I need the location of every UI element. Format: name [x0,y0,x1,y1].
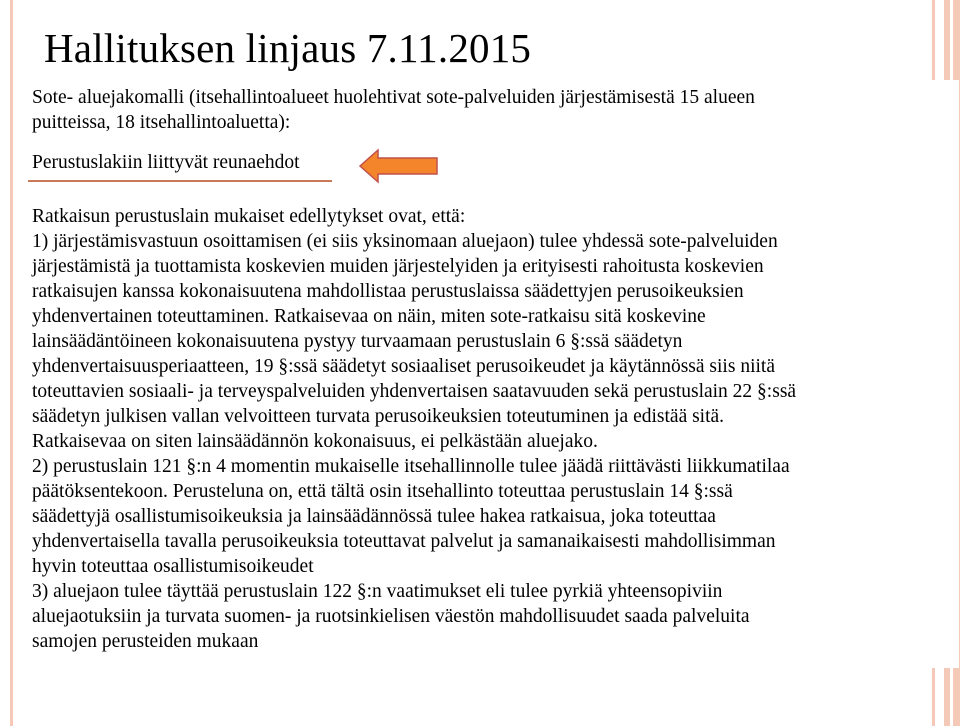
conditions-paragraph [32,204,796,654]
text-line: yhdenvertainen toteuttaminen. Ratkaisevaa on näin, miten sote-ratkaisu sitä koskevine [32,306,706,327]
text-line: järjestämistä ja tuottamista koskevien muiden järjestelyiden ja erityisesti rahoitusta koskevien [32,256,764,277]
text-line: aluejaotuksiin ja turvata suomen- ja ruotsinkielisen väestön mahdollisuudet saada palveluita [32,606,750,627]
text-line: toteuttavien sosiaali- ja terveyspalveluiden yhdenvertaisen saatavuuden sekä perustuslain 22 §:ssä [32,381,797,402]
text-line: samojen perusteiden mukaan [32,631,259,652]
text-line: 3) aluejaon tulee täyttää perustuslain 122 §:n vaatimukset eli tulee pyrkiä yhteensopiviin [32,581,723,602]
text-line: lainsäädäntöineen kokonaisuutena pystyy turvaamaan perustuslain 6 §:ssä säädetyn [32,331,683,352]
intro-line: puitteissa, 18 itsehallintoaluetta): [32,112,291,133]
text-line: päätöksentekoon. Perusteluna on, että tältä osin itsehallinto toteuttaa perustuslain 14 §:ssä [32,481,733,502]
text-line: 1) järjestämisvastuun osoittamisen (ei siis yksinomaan aluejaon) tulee yhdessä sote-palveluiden [32,231,778,252]
text-line: Ratkaisevaa on siten lainsäädännön kokonaisuus, ei pelkästään aluejako. [32,431,598,452]
intro-line: Sote- aluejakomalli (itsehallintoalueet huolehtivat sote-palveluiden järjestämisestä 15 alueen [32,87,755,108]
text-line: 2) perustuslain 121 §:n 4 momentin mukaiselle itsehallinnolle tulee jäädä riittävästi liikkumatilaa [32,456,790,477]
text-line: yhdenvertaisella tavalla perusoikeuksia toteuttavat palvelut ja samanaikaisesti mahdollisimman [32,531,776,552]
text-line: Ratkaisun perustuslain mukaiset edellytykset ovat, että: [32,206,466,227]
frame-left-line [10,0,13,726]
text-line: säädetyn julkisen vallan velvoitteen turvata perusoikeuksien toteutuminen ja edistää sitä. [32,406,725,427]
slide-title: Hallituksen linjaus 7.11.2015 [44,25,532,71]
text-line: säädettyjä osallistumisoikeuksia ja lainsäädännössä tulee hakea ratkaisua, joka toteuttaa [32,506,716,527]
text-line: yhdenvertaisuusperiaatteen, 19 §:ssä säädetyt sosiaaliset perusoikeudet ja käytännössä siis niitä [32,356,775,377]
subheading: Perustuslakiin liittyvät reunaehdot [32,152,300,173]
text-line: hyvin toteuttaa osallistumisoikeudet [32,556,314,577]
left-arrow-icon [358,147,440,185]
document-excerpt [28,80,959,668]
text-line: ratkaisujen kanssa kokonaisuutena mahdollistaa perustuslaissa säädettyjen perusoikeuksien [32,281,744,302]
subheading-underline [28,180,332,182]
intro-paragraph [32,85,755,135]
